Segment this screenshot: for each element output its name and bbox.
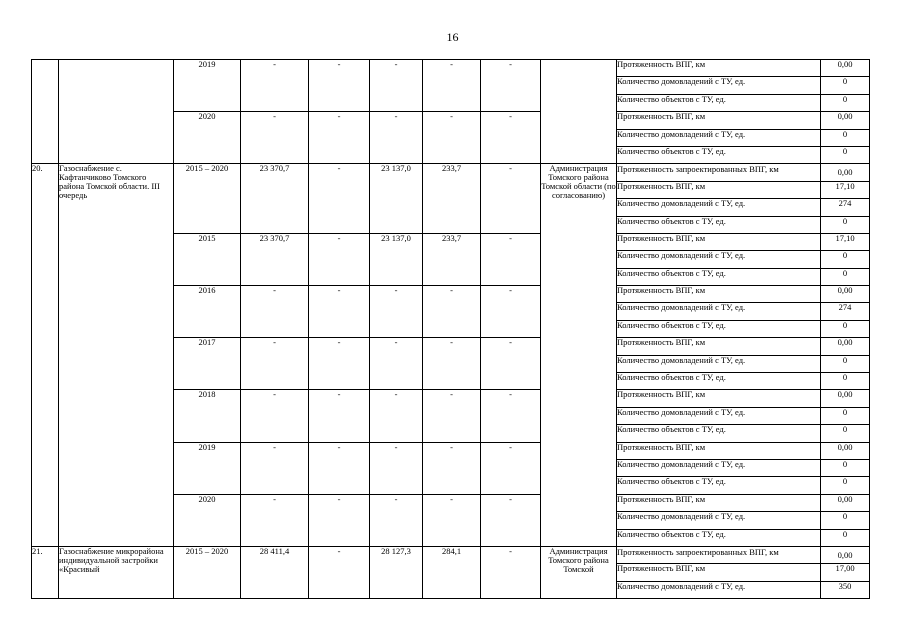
federal-cell: - — [309, 60, 370, 112]
extra-budget-cell: - — [481, 338, 541, 390]
indicator-value: 0 — [821, 216, 870, 233]
indicator-value: 0,00 — [821, 112, 870, 129]
total-cell: - — [241, 494, 309, 546]
indicator-value: 0 — [821, 146, 870, 163]
item-number-cell — [32, 60, 59, 164]
regional-cell: 28 127,3 — [370, 546, 423, 598]
indicator-value: 350 — [821, 581, 870, 598]
extra-budget-cell: - — [481, 390, 541, 442]
indicator-value: 0 — [821, 77, 870, 94]
regional-cell: - — [370, 494, 423, 546]
regional-cell: 23 137,0 — [370, 233, 423, 285]
indicator-name: Количество домовладений с ТУ, ед. — [617, 303, 821, 320]
local-cell: - — [423, 60, 481, 112]
item-name-cell: Газоснабжение микрорайона индивидуальной застройки «Красивый — [59, 546, 174, 598]
total-cell: - — [241, 338, 309, 390]
extra-budget-cell: - — [481, 112, 541, 164]
regional-cell: 23 137,0 — [370, 164, 423, 234]
indicator-value: 0 — [821, 355, 870, 372]
indicator-value: 0 — [821, 268, 870, 285]
indicator-value: 0 — [821, 251, 870, 268]
indicator-value: 0,00 — [821, 338, 870, 355]
regional-cell: - — [370, 338, 423, 390]
regional-cell: - — [370, 60, 423, 112]
year-cell: 2015 — [174, 233, 241, 285]
page-number: 16 — [446, 30, 459, 44]
total-cell: 28 411,4 — [241, 546, 309, 598]
item-number-cell: 20. — [32, 164, 59, 547]
indicator-value: 0,00 — [821, 390, 870, 407]
extra-budget-cell: - — [481, 60, 541, 112]
extra-budget-cell: - — [481, 442, 541, 494]
year-cell: 2015 – 2020 — [174, 164, 241, 234]
indicator-name: Количество объектов с ТУ, ед. — [617, 216, 821, 233]
extra-budget-cell: - — [481, 286, 541, 338]
indicator-name: Количество домовладений с ТУ, ед. — [617, 512, 821, 529]
indicator-name: Протяженность запроектированных ВПГ, км — [617, 164, 821, 181]
federal-cell: - — [309, 442, 370, 494]
indicator-name: Количество домовладений с ТУ, ед. — [617, 407, 821, 424]
indicator-name: Количество домовладений с ТУ, ед. — [617, 199, 821, 216]
extra-budget-cell: - — [481, 494, 541, 546]
local-cell: - — [423, 494, 481, 546]
executor-cell — [541, 60, 617, 164]
indicator-name: Протяженность запроектированных ВПГ, км — [617, 546, 821, 563]
extra-budget-cell: - — [481, 233, 541, 285]
indicator-name: Протяженность ВПГ, км — [617, 112, 821, 129]
regional-cell: - — [370, 390, 423, 442]
year-cell: 2017 — [174, 338, 241, 390]
year-cell: 2016 — [174, 286, 241, 338]
indicator-name: Количество объектов с ТУ, ед. — [617, 94, 821, 111]
item-number-cell: 21. — [32, 546, 59, 598]
table-row — [32, 546, 870, 563]
total-cell: - — [241, 60, 309, 112]
indicator-name: Количество объектов с ТУ, ед. — [617, 477, 821, 494]
local-cell: - — [423, 442, 481, 494]
federal-cell: - — [309, 390, 370, 442]
local-cell: 284,1 — [423, 546, 481, 598]
total-cell: - — [241, 286, 309, 338]
local-cell: - — [423, 286, 481, 338]
indicator-value: 0,00 — [821, 546, 870, 563]
year-cell: 2020 — [174, 112, 241, 164]
indicator-value: 274 — [821, 303, 870, 320]
local-cell: 233,7 — [423, 233, 481, 285]
federal-cell: - — [309, 233, 370, 285]
indicator-name: Количество объектов с ТУ, ед. — [617, 320, 821, 337]
indicator-name: Протяженность ВПГ, км — [617, 181, 821, 198]
executor-cell: Администрация Томского района Томской — [541, 546, 617, 598]
indicator-name: Количество домовладений с ТУ, ед. — [617, 77, 821, 94]
federal-cell: - — [309, 112, 370, 164]
indicator-name: Протяженность ВПГ, км — [617, 338, 821, 355]
indicator-name: Количество объектов с ТУ, ед. — [617, 146, 821, 163]
year-cell: 2015 – 2020 — [174, 546, 241, 598]
executor-cell: Администрация Томского района Томской области (по согласованию) — [541, 164, 617, 547]
local-cell: - — [423, 390, 481, 442]
indicator-value: 274 — [821, 199, 870, 216]
indicator-value: 0 — [821, 425, 870, 442]
indicator-value: 17,10 — [821, 181, 870, 198]
year-cell: 2019 — [174, 442, 241, 494]
indicator-name: Количество объектов с ТУ, ед. — [617, 425, 821, 442]
local-cell: - — [423, 112, 481, 164]
indicator-name: Количество объектов с ТУ, ед. — [617, 529, 821, 546]
indicator-value: 0,00 — [821, 164, 870, 181]
indicator-value: 0 — [821, 459, 870, 476]
indicator-name: Протяженность ВПГ, км — [617, 233, 821, 250]
federal-cell: - — [309, 164, 370, 234]
local-cell: - — [423, 338, 481, 390]
indicator-value: 0,00 — [821, 494, 870, 511]
regional-cell: - — [370, 112, 423, 164]
indicator-value: 0 — [821, 477, 870, 494]
federal-cell: - — [309, 494, 370, 546]
indicator-value: 0 — [821, 529, 870, 546]
federal-cell: - — [309, 546, 370, 598]
year-cell: 2018 — [174, 390, 241, 442]
regional-cell: - — [370, 442, 423, 494]
indicator-name: Количество домовладений с ТУ, ед. — [617, 129, 821, 146]
indicator-name: Протяженность ВПГ, км — [617, 494, 821, 511]
year-cell: 2019 — [174, 60, 241, 112]
indicator-name: Протяженность ВПГ, км — [617, 442, 821, 459]
indicator-name: Протяженность ВПГ, км — [617, 564, 821, 581]
federal-cell: - — [309, 286, 370, 338]
indicator-name: Количество домовладений с ТУ, ед. — [617, 459, 821, 476]
indicator-name: Количество объектов с ТУ, ед. — [617, 268, 821, 285]
federal-cell: - — [309, 338, 370, 390]
indicator-name: Количество домовладений с ТУ, ед. — [617, 581, 821, 598]
item-name-cell — [59, 60, 174, 164]
total-cell: 23 370,7 — [241, 164, 309, 234]
indicator-name: Протяженность ВПГ, км — [617, 390, 821, 407]
indicator-value: 17,00 — [821, 564, 870, 581]
indicator-name: Протяженность ВПГ, км — [617, 60, 821, 77]
table-row — [32, 60, 870, 77]
indicator-value: 0,00 — [821, 442, 870, 459]
indicator-value: 0,00 — [821, 60, 870, 77]
year-cell: 2020 — [174, 494, 241, 546]
indicator-value: 0 — [821, 407, 870, 424]
regional-cell: - — [370, 286, 423, 338]
total-cell: - — [241, 390, 309, 442]
indicator-value: 0 — [821, 512, 870, 529]
total-cell: - — [241, 112, 309, 164]
indicator-name: Количество домовладений с ТУ, ед. — [617, 355, 821, 372]
indicator-value: 0 — [821, 94, 870, 111]
extra-budget-cell: - — [481, 164, 541, 234]
local-cell: 233,7 — [423, 164, 481, 234]
item-name-cell: Газоснабжение с. Кафтанчиково Томского района Томской области. III очередь — [59, 164, 174, 547]
indicator-name: Количество объектов с ТУ, ед. — [617, 373, 821, 390]
total-cell: 23 370,7 — [241, 233, 309, 285]
total-cell: - — [241, 442, 309, 494]
table-row — [32, 164, 870, 181]
indicator-name: Количество домовладений с ТУ, ед. — [617, 251, 821, 268]
indicator-value: 17,10 — [821, 233, 870, 250]
indicator-value: 0 — [821, 373, 870, 390]
indicator-value: 0 — [821, 129, 870, 146]
program-table — [31, 59, 870, 599]
indicator-name: Протяженность ВПГ, км — [617, 286, 821, 303]
extra-budget-cell: - — [481, 546, 541, 598]
indicator-value: 0,00 — [821, 286, 870, 303]
indicator-value: 0 — [821, 320, 870, 337]
